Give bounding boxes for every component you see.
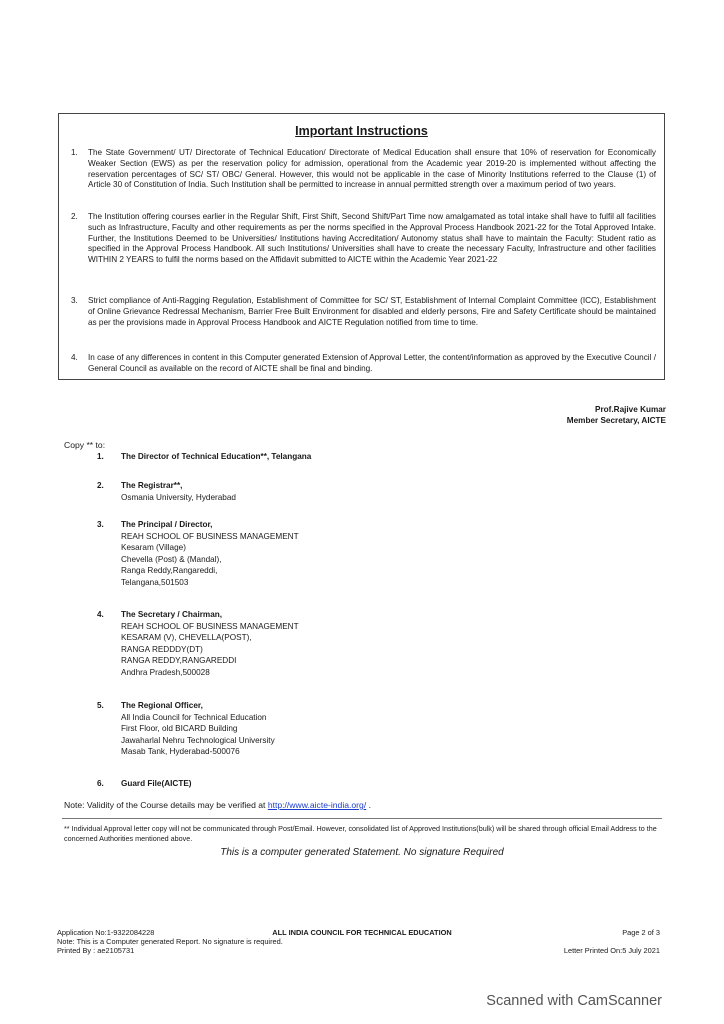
copy-to-label: Copy ** to: [64,440,106,450]
address-line: All India Council for Technical Education [121,712,267,722]
instruction-number: 2. [71,212,78,221]
copy-to-recipient: The Secretary / Chairman, [121,610,223,619]
copy-to-number: 1. [97,452,104,461]
copy-to-item [97,519,299,589]
instruction-item [71,353,656,375]
validity-note-suffix: . [366,800,371,810]
address-line: First Floor, old BICARD Building [121,724,238,734]
instruction-text: The State Government/ UT/ Directorate of Technical Education/ Directorate of Medical Education shall ensure that 10% of reservation for Economically Weaker Section (EWS) as per the reservation policy for admission, operational from the Academic year 2019-20 is implemented without affecting the reservation percentages of SC/ ST/ OBC/ General. However, this would not be applicable in the case of Minority Institutions referred to the Clause (1) of Article 30 of Constitution of India. Such Institution shall be permitted to increase in annual permitted strength over a maximum period of two years. [88,148,656,190]
generated-statement: This is a computer generated Statement. No signature Required [220,847,504,858]
copy-to-recipient: The Registrar**, [121,481,183,490]
copy-to-number: 3. [97,520,104,529]
copy-to-number: 2. [97,481,104,490]
instruction-item [71,296,656,328]
signatory-name: Prof.Rajive Kumar [595,405,666,414]
address-line: KESARAM (V), CHEVELLA(POST), [121,633,252,643]
address-line: Kesaram (Village) [121,543,186,553]
instruction-text: The Institution offering courses earlier in the Regular Shift, First Shift, Second Shift/Part Time now amalgamated as total intake shall have to fulfil all facilities such as Infrastructure, Faculty and other requirements as per the norms specified in the Approval Process Handbook 2021-22 for the Total Approved Intake. Further, the Institutions Deemed to be Universities/ Institutions having Accreditation/ Autonomy status shall have to maintain the Faculty: Student ratio as specified in the Approval Process Handbook. All such Institutions/ Universities shall have to create the necessary Faculty, Infrastructure and other facilities WITHIN 2 YEARS to fulfil the norms based on the Affidavit submitted to AICTE within the Academic Year 2021-22 [88,212,656,265]
instruction-text: Strict compliance of Anti-Ragging Regulation, Establishment of Committee for SC/ ST, Establishment of Internal Complaint Committee (ICC), Establishment of Online Grievance Redressal Mechanism, Barrier Free Built Environment for disabled and elderly persons, Fire and Safety Certificate should be maintained as per the provisions made in Approval Process Handbook and AICTE Regulation notified from time to time. [88,296,656,327]
copy-to-item [97,700,275,758]
address-line: REAH SCHOOL OF BUSINESS MANAGEMENT [121,621,299,631]
copy-to-recipient: The Principal / Director, [121,520,213,529]
address-line: Jawaharlal Nehru Technological University [121,735,275,745]
application-number: Application No:1-9322084228 [57,928,155,937]
copy-to-recipient: The Director of Technical Education**, Telangana [121,452,312,461]
copy-to-item [97,451,311,463]
instructions-box [58,113,665,380]
copy-to-number: 4. [97,610,104,619]
validity-note-text: Note: Validity of the Course details may be verified at [64,800,268,810]
instruction-item [71,212,656,266]
address-line: Ranga Reddy,Rangareddi, [121,566,218,576]
instruction-number: 3. [71,296,78,305]
address-line: Osmania University, Hyderabad [121,492,236,502]
page-number: Page 2 of 3 [622,928,660,937]
instruction-text: In case of any differences in content in this Computer generated Extension of Approval Letter, the content/information as approved by the Executive Council / General Council as available on the record of AICTE shall be final and binding. [88,353,656,373]
address-line: Masab Tank, Hyderabad-500076 [121,747,240,757]
address-line: Telangana,501503 [121,577,189,587]
footer-council: ALL INDIA COUNCIL FOR TECHNICAL EDUCATION [272,928,452,937]
printed-by: Printed By : ae2105731 [57,946,135,956]
signatory-designation: Member Secretary, AICTE [566,416,666,425]
printed-on-date: Letter Printed On:5 July 2021 [563,946,660,955]
copy-to-item [97,480,236,503]
copy-to-item [97,609,299,679]
instruction-number: 4. [71,353,78,362]
address-line: Andhra Pradesh,500028 [121,667,210,677]
address-line: Chevella (Post) & (Mandal), [121,554,222,564]
report-note: Note: This is a Computer generated Report. No signature is required. [57,937,283,947]
validity-note [64,800,371,810]
address-line: RANGA REDDY,RANGAREDDI [121,656,237,666]
address-line: REAH SCHOOL OF BUSINESS MANAGEMENT [121,531,299,541]
camscanner-watermark: Scanned with CamScanner [486,993,662,1009]
copy-to-item [97,778,192,790]
divider [62,818,662,819]
copy-to-recipient: The Regional Officer, [121,701,203,710]
copy-to-number: 5. [97,701,104,710]
instruction-item [71,148,656,191]
instructions-title: Important Instructions [295,124,428,138]
aicte-website-link[interactable]: http://www.aicte-india.org/ [267,800,367,810]
instruction-number: 1. [71,148,78,157]
footnote: ** Individual Approval letter copy will not be communicated through Post/Email. However, consolidated list of Approved Institutions(bulk) will be shared through official Email Address to the concerned Authorities mentioned above. [64,824,657,843]
address-line: RANGA REDDDY(DT) [121,644,203,654]
copy-to-number: 6. [97,779,104,788]
copy-to-recipient: Guard File(AICTE) [121,779,192,788]
signatory-block [567,404,666,426]
